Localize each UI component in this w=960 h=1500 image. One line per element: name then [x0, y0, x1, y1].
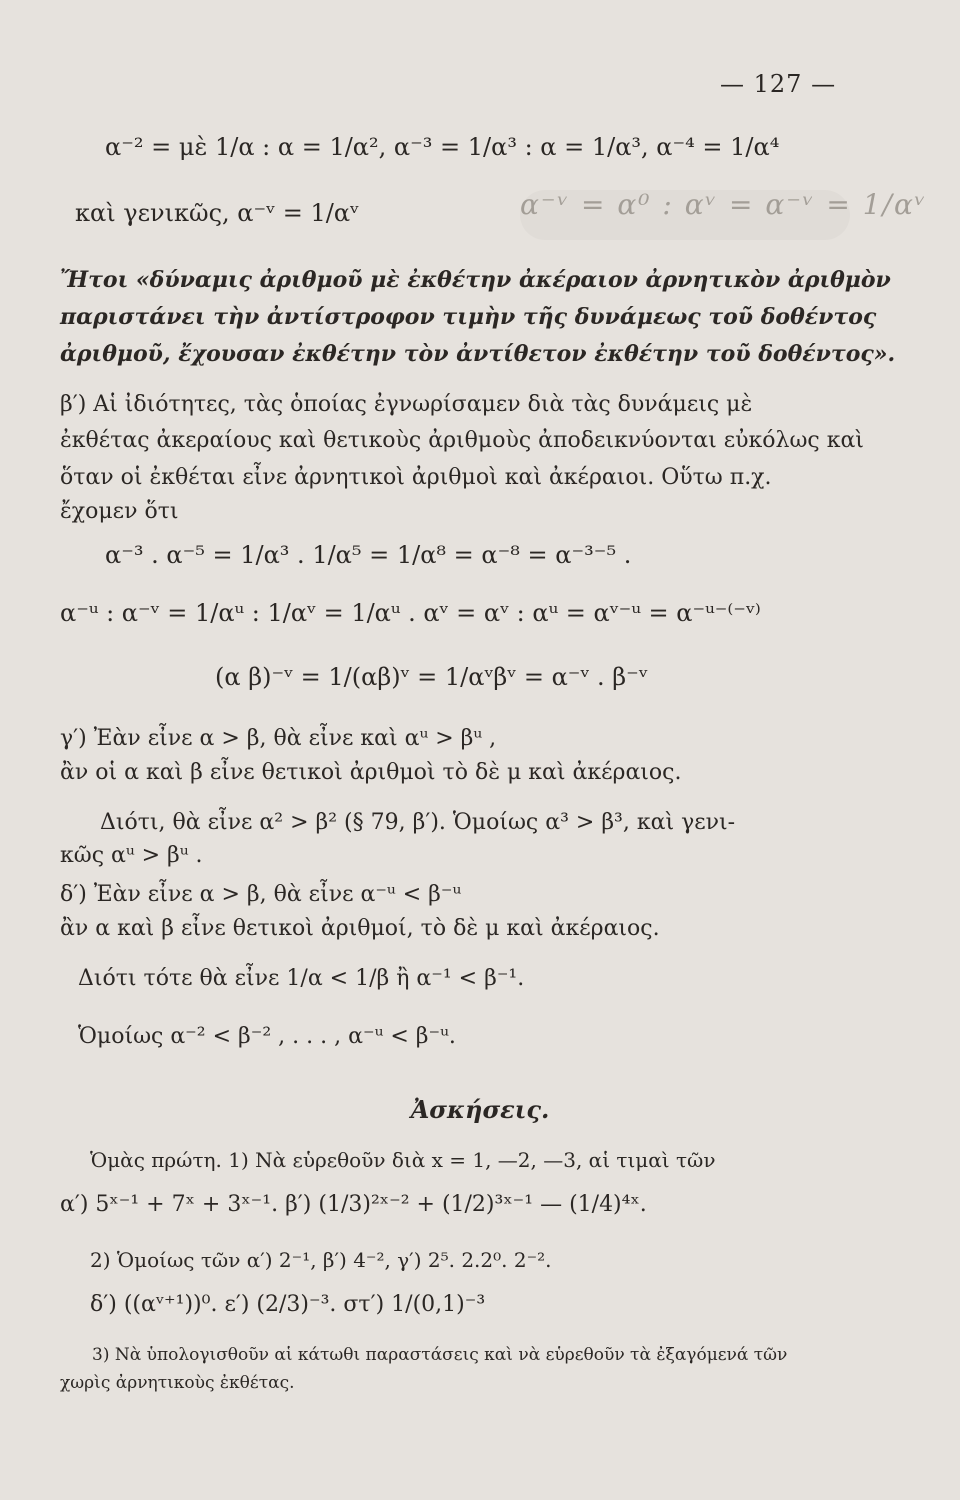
section-d-line: Διότι τότε θὰ εἶνε 1/α < 1/β ἢ α⁻¹ < β⁻¹. — [78, 966, 525, 991]
section-c-line: γ′) Ἐὰν εἶνε α > β, θὰ εἶνε καὶ αᵘ > βᵘ , — [60, 726, 497, 751]
exercise-line: χωρὶς ἀρνητικοὺς ἐκθέτας. — [60, 1373, 295, 1393]
page-number: — 127 — — [720, 70, 837, 98]
statement-line: ἀριθμοῦ, ἔχουσαν ἐκθέτην τὸν ἀντίθετον ἐκθέτην τοῦ δοθέντος». — [60, 341, 896, 367]
formula-general: καὶ γενικῶς, α⁻ᵛ = 1/αᵛ — [75, 199, 359, 227]
exercise-line: 3) Νὰ ὑπολογισθοῦν αἱ κάτωθι παραστάσεις καὶ νὰ εὑρεθοῦν τὰ ἐξαγόμενά τῶν — [92, 1345, 788, 1365]
example-product-power: (α β)⁻ᵛ = 1/(αβ)ᵛ = 1/αᵛβᵛ = α⁻ᵛ . β⁻ᵛ — [215, 663, 648, 691]
section-d-line: Ὁμοίως α⁻² < β⁻² , . . . , α⁻ᵘ < β⁻ᵘ. — [78, 1024, 456, 1049]
exercise-line: α′) 5ˣ⁻¹ + 7ˣ + 3ˣ⁻¹. β′) (1/3)²ˣ⁻² + (1/2)³ˣ⁻¹ — (1/4)⁴ˣ. — [60, 1192, 647, 1217]
exercise-line: δ′) ((αᵛ⁺¹))⁰. ε′) (2/3)⁻³. στ′) 1/(0,1)⁻³ — [90, 1292, 486, 1317]
exercise-line: Ὁμὰς πρώτη. 1) Νὰ εὑρεθοῦν διὰ x = 1, —2, —3, αἱ τιμαὶ τῶν — [90, 1148, 716, 1172]
section-c-line: Διότι, θὰ εἶνε α² > β² (§ 79, β′). Ὁμοίως α³ > β³, καὶ γενι- — [100, 810, 736, 835]
example-quotient: α⁻ᵘ : α⁻ᵛ = 1/αᵘ : 1/αᵛ = 1/αᵘ . αᵛ = αᵛ : αᵘ = αᵛ⁻ᵘ = α⁻ᵘ⁻⁽⁻ᵛ⁾ — [60, 599, 761, 627]
section-c-line: κῶς αᵘ > βᵘ . — [60, 843, 203, 868]
pencil-annotation: α⁻ᵛ = α⁰ : αᵛ = α⁻ᵛ = 1/αᵛ — [520, 188, 928, 221]
section-b-line: β′) Αἱ ἰδιότητες, τὰς ὁποίας ἐγνωρίσαμεν διὰ τὰς δυνάμεις μὲ — [60, 392, 753, 417]
section-c-line: ἂν οἱ α καὶ β εἶνε θετικοὶ ἀριθμοὶ τὸ δὲ μ καὶ ἀκέραιος. — [60, 760, 682, 785]
exercise-line: 2) Ὁμοίως τῶν α′) 2⁻¹, β′) 4⁻², γ′) 2⁵. 2.2⁰. 2⁻². — [90, 1248, 552, 1272]
section-d-line: ἂν α καὶ β εἶνε θετικοὶ ἀριθμοί, τὸ δὲ μ καὶ ἀκέραιος. — [60, 916, 660, 941]
formula-negative-powers: α⁻² = μὲ 1/α : α = 1/α², α⁻³ = 1/α³ : α = 1/α³, α⁻⁴ = 1/α⁴ — [105, 133, 780, 161]
section-b-line: ὅταν οἱ ἐκθέται εἶνε ἀρνητικοὶ ἀριθμοὶ καὶ ἀκέραιοι. Οὕτω π.χ. — [60, 465, 772, 490]
exercises-heading: Ἀσκήσεις. — [410, 1095, 550, 1124]
section-b-line: ἐκθέτας ἀκεραίους καὶ θετικοὺς ἀριθμοὺς ἀποδεικνύονται εὐκόλως καὶ — [60, 428, 864, 453]
section-b-line: ἔχομεν ὅτι — [60, 499, 179, 524]
statement-line: παριστάνει τὴν ἀντίστροφον τιμὴν τῆς δυνάμεως τοῦ δοθέντος — [60, 304, 877, 330]
example-product: α⁻³ . α⁻⁵ = 1/α³ . 1/α⁵ = 1/α⁸ = α⁻⁸ = α⁻³⁻⁵ . — [105, 541, 632, 569]
statement-line: Ἤτοι «δύναμις ἀριθμοῦ μὲ ἐκθέτην ἀκέραιον ἀρνητικὸν ἀριθμὸν — [60, 267, 891, 293]
section-d-line: δ′) Ἐὰν εἶνε α > β, θὰ εἶνε α⁻ᵘ < β⁻ᵘ — [60, 882, 462, 907]
